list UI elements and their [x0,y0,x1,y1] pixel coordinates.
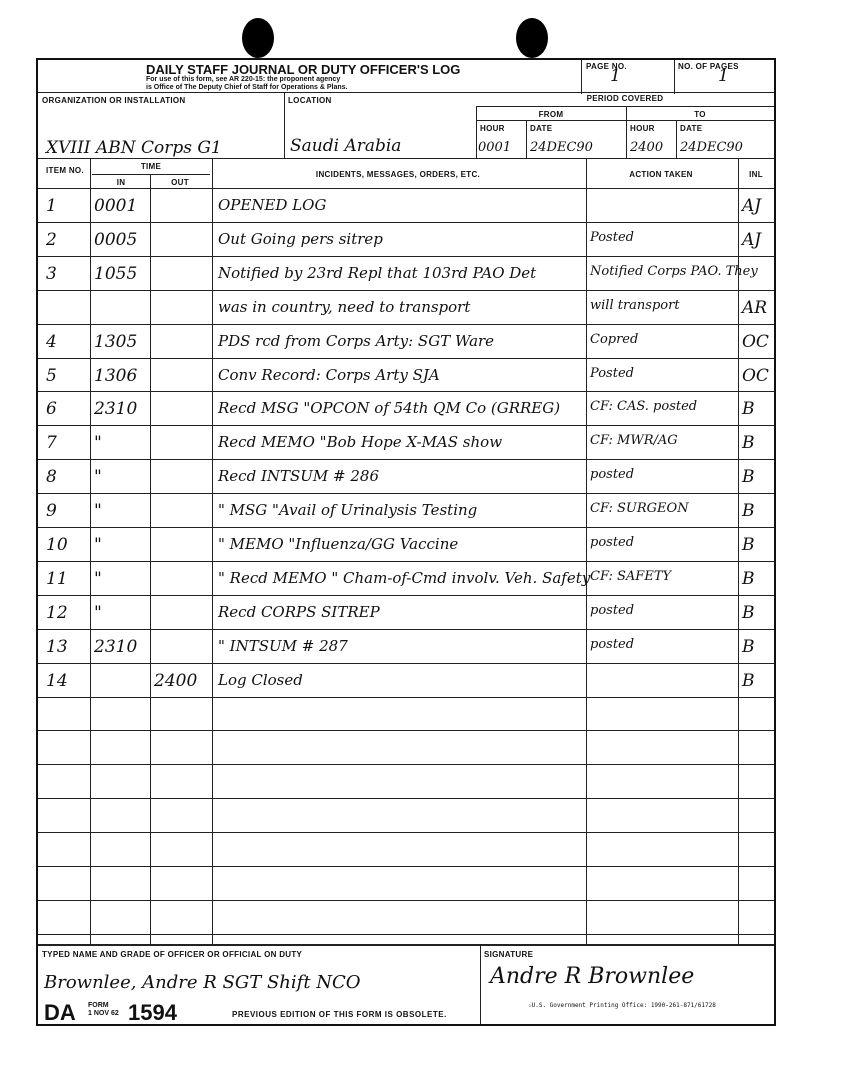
row-divider [38,324,774,325]
row-incident: Recd MEMO "Bob Hope X-MAS show [218,433,503,452]
row-incident: Log Closed [218,670,303,689]
row-incident: PDS rcd from Corps Arty: SGT Ware [218,331,495,350]
row-divider [38,561,774,562]
row-item-no: 12 [46,602,68,623]
row-item-no: 13 [46,636,68,657]
row-incident: Recd INTSUM # 286 [218,467,380,486]
row-divider [38,425,774,426]
row-divider [38,629,774,630]
time-header: TIME [140,162,162,171]
row-time-in: " [94,501,102,522]
time-out-header: OUT [171,178,189,187]
to-date-value: 24DEC90 [680,140,743,155]
footer-form-number: 1594 [128,1000,177,1025]
footer-previous-edition: PREVIOUS EDITION OF THIS FORM IS OBSOLETE. [232,1010,447,1019]
row-inl: AJ [742,196,762,216]
row-time-in: 2310 [94,399,138,420]
row-inl: B [742,636,755,657]
row-action: Posted [590,365,634,381]
row-item-no: 2 [46,229,57,250]
org-value: XVIII ABN Corps G1 [46,138,222,158]
no-of-pages-label: NO. OF PAGES [678,62,739,71]
row-inl: B [742,670,755,691]
form-subtitle-2: is Office of The Deputy Chief of Staff for Operations & Plans. [146,84,348,91]
row-inl: B [742,535,755,555]
row-divider [38,697,774,698]
row-item-no: 9 [46,501,57,522]
row-inl: AJ [742,229,762,250]
from-date-value: 24DEC90 [530,140,593,155]
page-no-label: PAGE NO. [586,62,627,71]
page-no-value: 1 [610,66,621,86]
location-label: LOCATION [288,96,332,105]
row-divider [38,290,774,291]
row-action: will transport [590,297,680,313]
row-incident: " INTSUM # 287 [218,636,348,655]
footer-form-label: FORM 1 NOV 62 [88,1002,119,1017]
row-action: posted [590,467,635,483]
row-divider [38,934,774,935]
row-action: posted [590,636,635,652]
row-divider [38,459,774,460]
punch-hole-right [516,18,548,58]
row-item-no: 3 [46,263,57,284]
incidents-header: INCIDENTS, MESSAGES, ORDERS, ETC. [315,170,481,179]
row-incident: OPENED LOG [218,196,327,214]
no-of-pages-value: 1 [718,66,729,86]
row-action: posted [590,535,635,550]
period-label: PERIOD COVERED [586,94,664,103]
row-inl: OC [742,331,769,352]
location-value: Saudi Arabia [290,136,402,156]
row-item-no: 1 [46,196,57,216]
row-time-in: 0001 [94,196,138,216]
row-incident: " Recd MEMO " Cham-of-Cmd involv. Veh. Safety [218,568,591,587]
row-time-in: 0005 [94,229,138,250]
row-divider [38,358,774,359]
row-item-no: 10 [46,535,68,555]
row-item-no: 4 [46,331,57,352]
row-divider [38,527,774,528]
row-time-in: " [94,467,102,488]
from-label: FROM [538,110,564,119]
row-divider [38,222,774,223]
signature-label: SIGNATURE [484,950,534,959]
row-inl: B [742,399,755,420]
to-hour-label: HOUR [630,124,655,133]
row-incident: Recd MSG "OPCON of 54th QM Co (GRREG) [218,399,561,418]
row-divider [38,798,774,799]
row-action: Posted [590,229,634,245]
row-time-in: " [94,433,102,454]
row-action: CF: CAS. posted [590,399,698,415]
row-divider [38,493,774,494]
row-inl: B [742,602,755,623]
typed-name-label: TYPED NAME AND GRADE OF OFFICER OR OFFICIAL ON DUTY [42,950,303,959]
from-hour-label: HOUR [480,124,505,133]
row-time-in: " [94,602,102,623]
row-inl: B [742,433,755,454]
org-label: ORGANIZATION OR INSTALLATION [42,96,186,105]
row-incident: Recd CORPS SITREP [218,602,380,621]
to-hour-value: 2400 [630,140,664,155]
from-date-label: DATE [530,124,553,133]
row-action: CF: MWR/AG [590,433,678,449]
row-time-in: " [94,568,102,589]
to-date-label: DATE [680,124,703,133]
row-divider [38,663,774,664]
to-label: TO [694,110,706,119]
row-incident: was in country, need to transport [218,297,471,316]
time-in-header: IN [116,178,126,187]
row-time-in: 1305 [94,331,138,352]
row-inl: AR [742,297,768,318]
row-time-in: 1306 [94,365,138,386]
row-item-no: 14 [46,670,68,691]
row-inl: B [742,568,755,589]
row-incident: Out Going pers sitrep [218,229,383,248]
signature-value: Andre R Brownlee [490,964,695,989]
row-item-no: 8 [46,467,57,488]
row-divider [38,595,774,596]
row-incident: Conv Record: Corps Arty SJA [218,365,440,384]
footer-gpo: ☆U.S. Government Printing Office: 1990-261-871/61728 [528,1002,716,1009]
row-divider [38,764,774,765]
action-header: ACTION TAKEN [629,170,693,179]
punch-hole-left [242,18,274,58]
row-time-in: " [94,535,102,555]
duty-log-form [36,58,776,1026]
row-item-no: 11 [46,568,68,589]
row-incident: " MSG "Avail of Urinalysis Testing [218,501,478,520]
item-no-header: ITEM NO. [46,166,84,175]
row-inl: OC [742,365,769,386]
row-divider [38,900,774,901]
footer-da: DA [44,1000,76,1025]
row-divider [38,256,774,257]
from-hour-value: 0001 [478,140,512,155]
row-divider [38,391,774,392]
form-subtitle-1: For use of this form, see AR 220-15: the proponent agency [146,76,341,83]
row-action: CF: SAFETY [590,568,672,584]
row-inl: B [742,467,755,488]
row-item-no: 5 [46,365,57,386]
row-time-in: 1055 [94,263,138,284]
row-incident: Notified by 23rd Repl that 103rd PAO Det [218,263,537,282]
row-divider [38,730,774,731]
row-inl: B [742,501,755,522]
row-item-no: 6 [46,399,57,420]
row-action: Copred [590,331,639,347]
row-item-no: 7 [46,433,57,454]
row-time-in: 2310 [94,636,138,657]
inl-header: INL [749,170,763,179]
row-time-out: 2400 [154,670,198,691]
row-action: CF: SURGEON [590,501,689,517]
typed-name-value: Brownlee, Andre R SGT Shift NCO [44,972,361,993]
row-action: Notified Corps PAO. They [590,263,758,279]
row-divider [38,866,774,867]
row-action: posted [590,602,635,618]
row-divider [38,832,774,833]
form-title: DAILY STAFF JOURNAL OR DUTY OFFICER'S LOG [146,62,461,77]
row-incident: " MEMO "Influenza/GG Vaccine [218,535,459,553]
